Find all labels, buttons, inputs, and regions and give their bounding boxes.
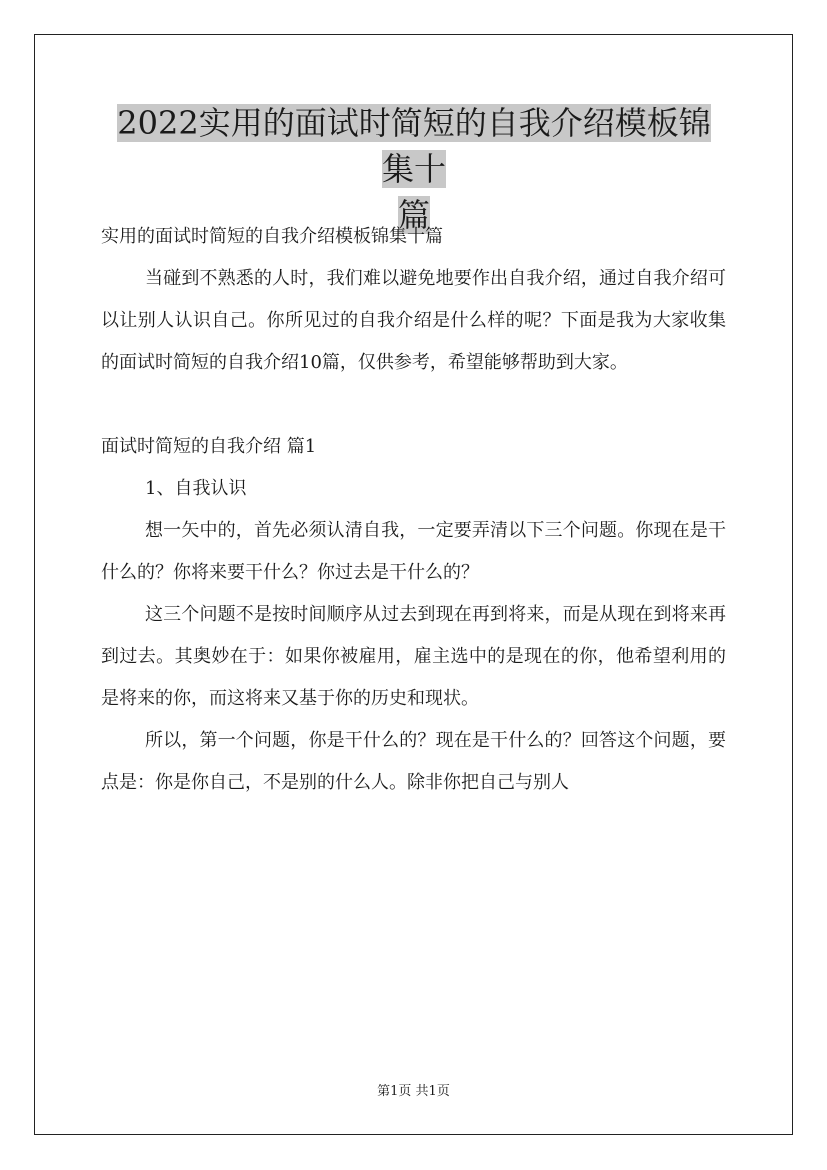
document-body <box>101 216 726 804</box>
body-paragraph: 所以，第一个问题，你是干什么的？现在是干什么的？回答这个问题，要点是：你是你自己，不是别的什么人。除非你把自己与别人 <box>101 730 726 793</box>
body-paragraph: 想一矢中的，首先必须认清自我，一定要弄清以下三个问题。你现在是干什么的？你将来要干什么？你过去是干什么的？ <box>101 520 726 583</box>
section-spacer <box>101 384 726 426</box>
document-title-line1: 2022实用的面试时简短的自我介绍模板锦集十 <box>117 104 711 188</box>
intro-paragraph: 当碰到不熟悉的人时，我们难以避免地要作出自我介绍，通过自我介绍可以让别人认识自己。你所见过的自我介绍是什么样的呢？下面是我为大家收集的面试时简短的自我介绍10篇，仅供参考，希望能够帮助到大家。 <box>101 268 726 373</box>
body-paragraph: 这三个问题不是按时间顺序从过去到现在再到将来，而是从现在到将来再到过去。其奥妙在于：如果你被雇用，雇主选中的是现在的你，他希望利用的是将来的你，而这将来又基于你的历史和现状。 <box>101 604 726 709</box>
page-number-footer: 第1页 共1页 <box>377 1084 450 1099</box>
document-subtitle: 实用的面试时简短的自我介绍模板锦集十篇 <box>101 226 443 247</box>
section-heading: 面试时简短的自我介绍 篇1 <box>101 436 317 457</box>
point-heading: 1、自我认识 <box>145 478 247 499</box>
document-title-line2: 篇 <box>397 196 430 234</box>
